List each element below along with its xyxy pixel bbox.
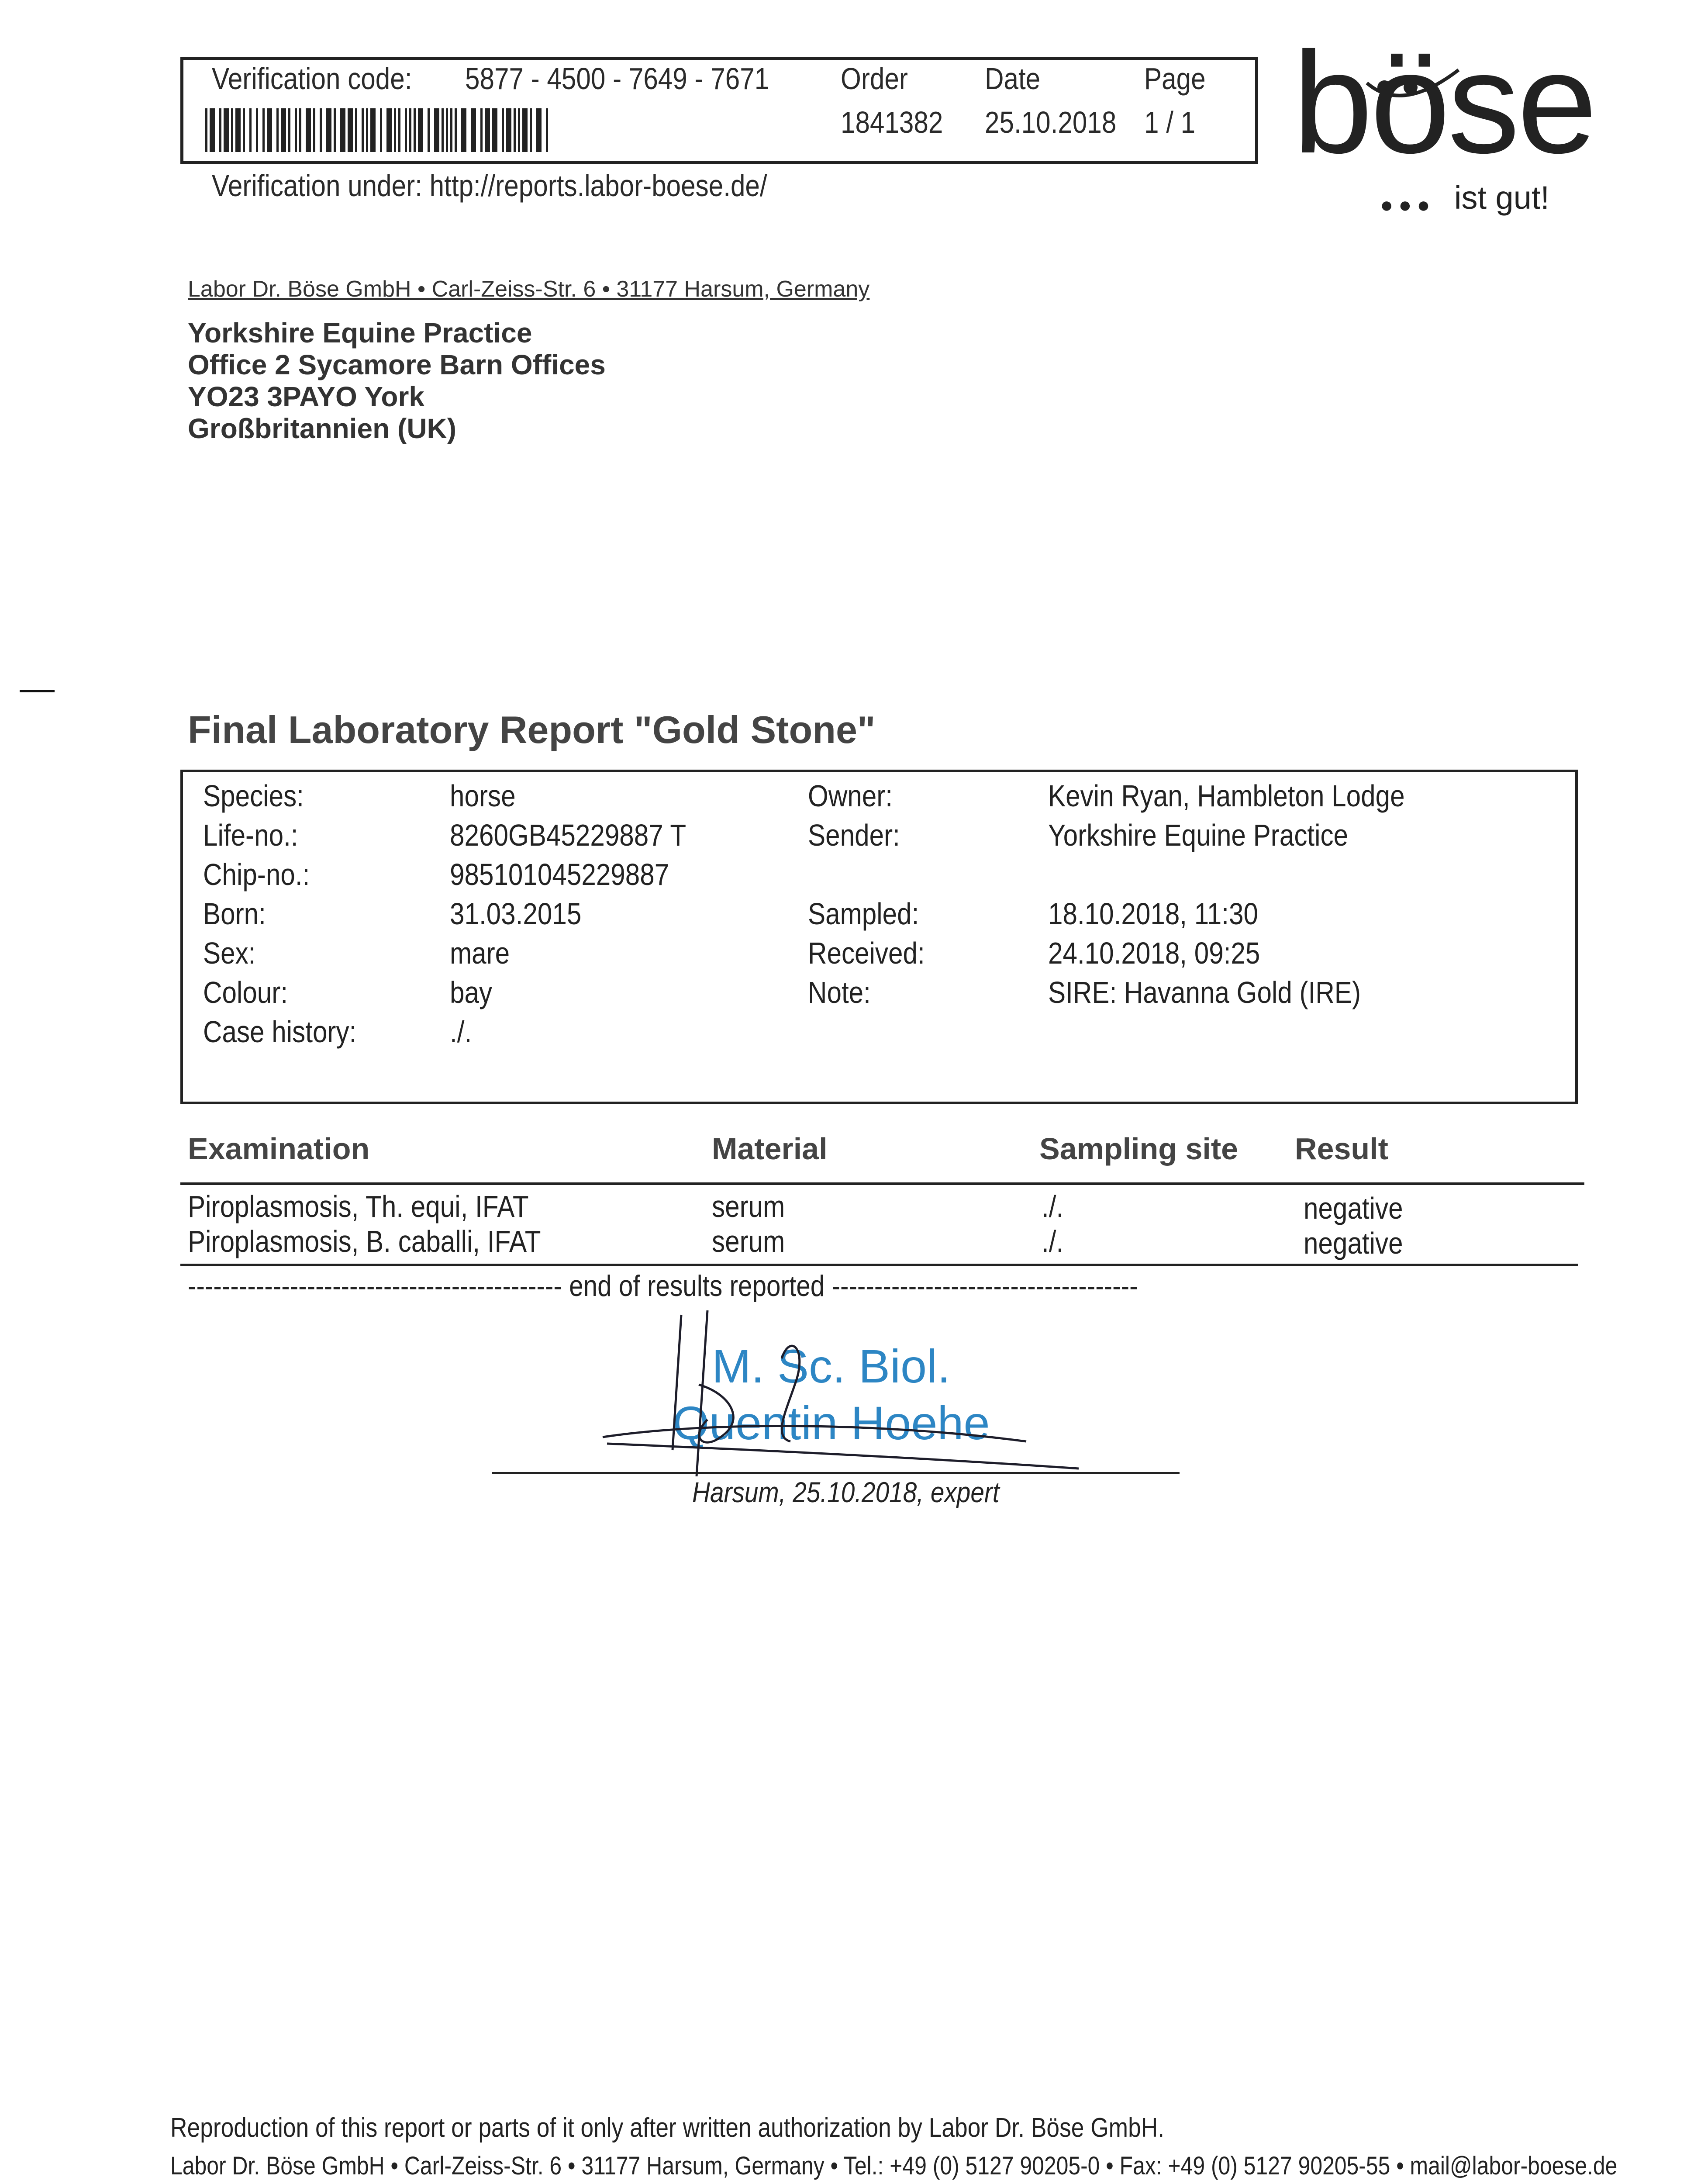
report-title: Final Laboratory Report "Gold Stone": [188, 708, 876, 751]
material-cell: serum: [712, 1224, 785, 1258]
barcode-bar: [231, 108, 233, 152]
barcode-bar: [405, 108, 407, 152]
barcode-bar: [506, 108, 511, 152]
logo-slogan: ist gut!: [1454, 180, 1549, 216]
barcode-bar: [386, 108, 392, 152]
chip-no-label: Chip-no.:: [203, 857, 310, 892]
end-of-results-line: -------------------------------------------- end of results reported ------------------------------------: [188, 1269, 1138, 1303]
barcode-bar: [267, 108, 272, 152]
barcode-bar: [210, 108, 215, 152]
sender-address-line: Labor Dr. Böse GmbH • Carl-Zeiss-Str. 6 • 31177 Harsum, Germany: [188, 276, 870, 302]
barcode-bar: [455, 108, 457, 152]
received-value: 24.10.2018, 09:25: [1048, 936, 1260, 970]
examination-header: Examination: [188, 1132, 370, 1166]
barcode-bar: [394, 108, 396, 152]
page-label: Page: [1144, 62, 1206, 96]
barcode-bar: [522, 108, 528, 152]
table-header-rule: [180, 1182, 1584, 1185]
note-label: Note:: [808, 975, 871, 1009]
species-value: horse: [450, 779, 516, 813]
barcode-bar: [235, 108, 241, 152]
footer-reproduction-note: Reproduction of this report or parts of it only after written authorization by Labor Dr. Böse GmbH.: [170, 2113, 1165, 2143]
barcode-bar: [313, 108, 315, 152]
handwritten-signature: [590, 1306, 1114, 1476]
stamp-title: M. Sc. Biol.: [712, 1340, 951, 1393]
sampling-site-header: Sampling site: [1039, 1132, 1239, 1166]
barcode-bar: [492, 108, 497, 152]
margin-mark: [20, 690, 55, 692]
barcode-bar: [219, 108, 221, 152]
material-cell: serum: [712, 1189, 785, 1223]
life-no-label: Life-no.:: [203, 818, 298, 852]
sampled-label: Sampled:: [808, 897, 919, 931]
barcode-bar: [434, 108, 439, 152]
barcode-bar: [442, 108, 444, 152]
order-value: 1841382: [841, 105, 943, 139]
signature-caption: Harsum, 25.10.2018, expert: [692, 1476, 1000, 1508]
colour-value: bay: [450, 975, 493, 1009]
barcode-bar: [348, 108, 353, 152]
recipient-line-2: Office 2 Sycamore Barn Offices: [188, 349, 606, 380]
barcode-bar: [414, 108, 416, 152]
date-value: 25.10.2018: [985, 105, 1117, 139]
result-header: Result: [1295, 1132, 1388, 1166]
sex-value: mare: [450, 936, 510, 970]
barcode-bar: [355, 108, 357, 152]
recipient-line-1: Yorkshire Equine Practice: [188, 317, 532, 349]
sampling-site-cell: ./.: [1042, 1189, 1064, 1223]
barcode-bar: [536, 108, 542, 152]
case-history-label: Case history:: [203, 1015, 357, 1049]
barcode-bar: [243, 108, 245, 152]
barcode-bar: [530, 108, 532, 152]
barcode-bar: [249, 108, 252, 152]
barcode-bar: [471, 108, 476, 152]
material-header: Material: [712, 1132, 828, 1166]
examination-cell: Piroplasmosis, B. caballi, IFAT: [188, 1224, 541, 1258]
owner-label: Owner:: [808, 779, 893, 813]
colour-label: Colour:: [203, 975, 288, 1009]
barcode-bar: [428, 108, 430, 152]
born-label: Born:: [203, 897, 266, 931]
date-label: Date: [985, 62, 1041, 96]
page-value: 1 / 1: [1144, 105, 1196, 139]
footer-contact-line: Labor Dr. Böse GmbH • Carl-Zeiss-Str. 6 • 31177 Harsum, Germany • Tel.: +49 (0) 5127 90205-0 • Fax: +49 (0) 5127 90205-55 • mail@labor-boese.de: [170, 2152, 1618, 2180]
barcode-bar: [546, 108, 548, 152]
barcode-bar: [502, 108, 504, 152]
barcode-bar: [256, 108, 258, 152]
barcode-bar: [518, 108, 520, 152]
received-label: Received:: [808, 936, 925, 970]
sampled-value: 18.10.2018, 11:30: [1048, 897, 1258, 931]
sender-value: Yorkshire Equine Practice: [1048, 818, 1349, 852]
table-bottom-rule: [180, 1264, 1578, 1266]
sender-label: Sender:: [808, 818, 900, 852]
recipient-line-3: YO23 3PAYO York: [188, 381, 424, 412]
barcode-bar: [306, 108, 311, 152]
verification-url: Verification under: http://reports.labor-boese.de/: [212, 169, 767, 203]
barcode-bar: [334, 108, 336, 152]
barcode-bar: [276, 108, 279, 152]
barcode-bar: [450, 108, 452, 152]
result-cell: negative: [1304, 1191, 1403, 1225]
barcode-bar: [299, 108, 301, 152]
barcode-bar: [398, 108, 400, 152]
barcode-bar: [480, 108, 483, 152]
examination-cell: Piroplasmosis, Th. equi, IFAT: [188, 1189, 529, 1223]
sampling-site-cell: ./.: [1042, 1224, 1064, 1258]
owner-value: Kevin Ryan, Hambleton Lodge: [1048, 779, 1405, 813]
born-value: 31.03.2015: [450, 897, 582, 931]
recipient-line-4: Großbritannien (UK): [188, 413, 457, 444]
barcode-bar: [224, 108, 229, 152]
result-cell: negative: [1304, 1226, 1403, 1260]
barcode-bar: [461, 108, 466, 152]
logo-dots-icon: ●●●: [1380, 193, 1435, 217]
barcode-bar: [446, 108, 448, 152]
life-no-value: 8260GB45229887 T: [450, 818, 687, 852]
logo-wordmark: böse: [1293, 22, 1595, 183]
barcode-bar: [366, 108, 368, 152]
barcode-bar: [288, 108, 290, 152]
chip-no-value: 985101045229887: [450, 857, 669, 892]
verification-code-value: 5877 - 4500 - 7649 - 7671: [465, 62, 769, 96]
barcode-image: [205, 108, 555, 152]
species-label: Species:: [203, 779, 304, 813]
barcode-bar: [326, 108, 331, 152]
barcode-bar: [514, 108, 516, 152]
case-history-value: ./.: [450, 1015, 472, 1049]
barcode-bar: [295, 108, 297, 152]
barcode-bar: [485, 108, 490, 152]
stamp-name: Quentin Hoehe: [673, 1396, 990, 1449]
note-value: SIRE: Havanna Gold (IRE): [1048, 975, 1361, 1009]
barcode-bar: [281, 108, 286, 152]
barcode-bar: [380, 108, 382, 152]
barcode-bar: [362, 108, 364, 152]
signature-line: [492, 1472, 1180, 1474]
barcode-bar: [340, 108, 345, 152]
barcode-bar: [205, 108, 207, 152]
barcode-bar: [409, 108, 411, 152]
barcode-bar: [262, 108, 265, 152]
verification-code-label: Verification code:: [212, 62, 412, 96]
barcode-bar: [320, 108, 322, 152]
barcode-bar: [370, 108, 376, 152]
sex-label: Sex:: [203, 936, 256, 970]
barcode-bar: [418, 108, 423, 152]
order-label: Order: [841, 62, 908, 96]
